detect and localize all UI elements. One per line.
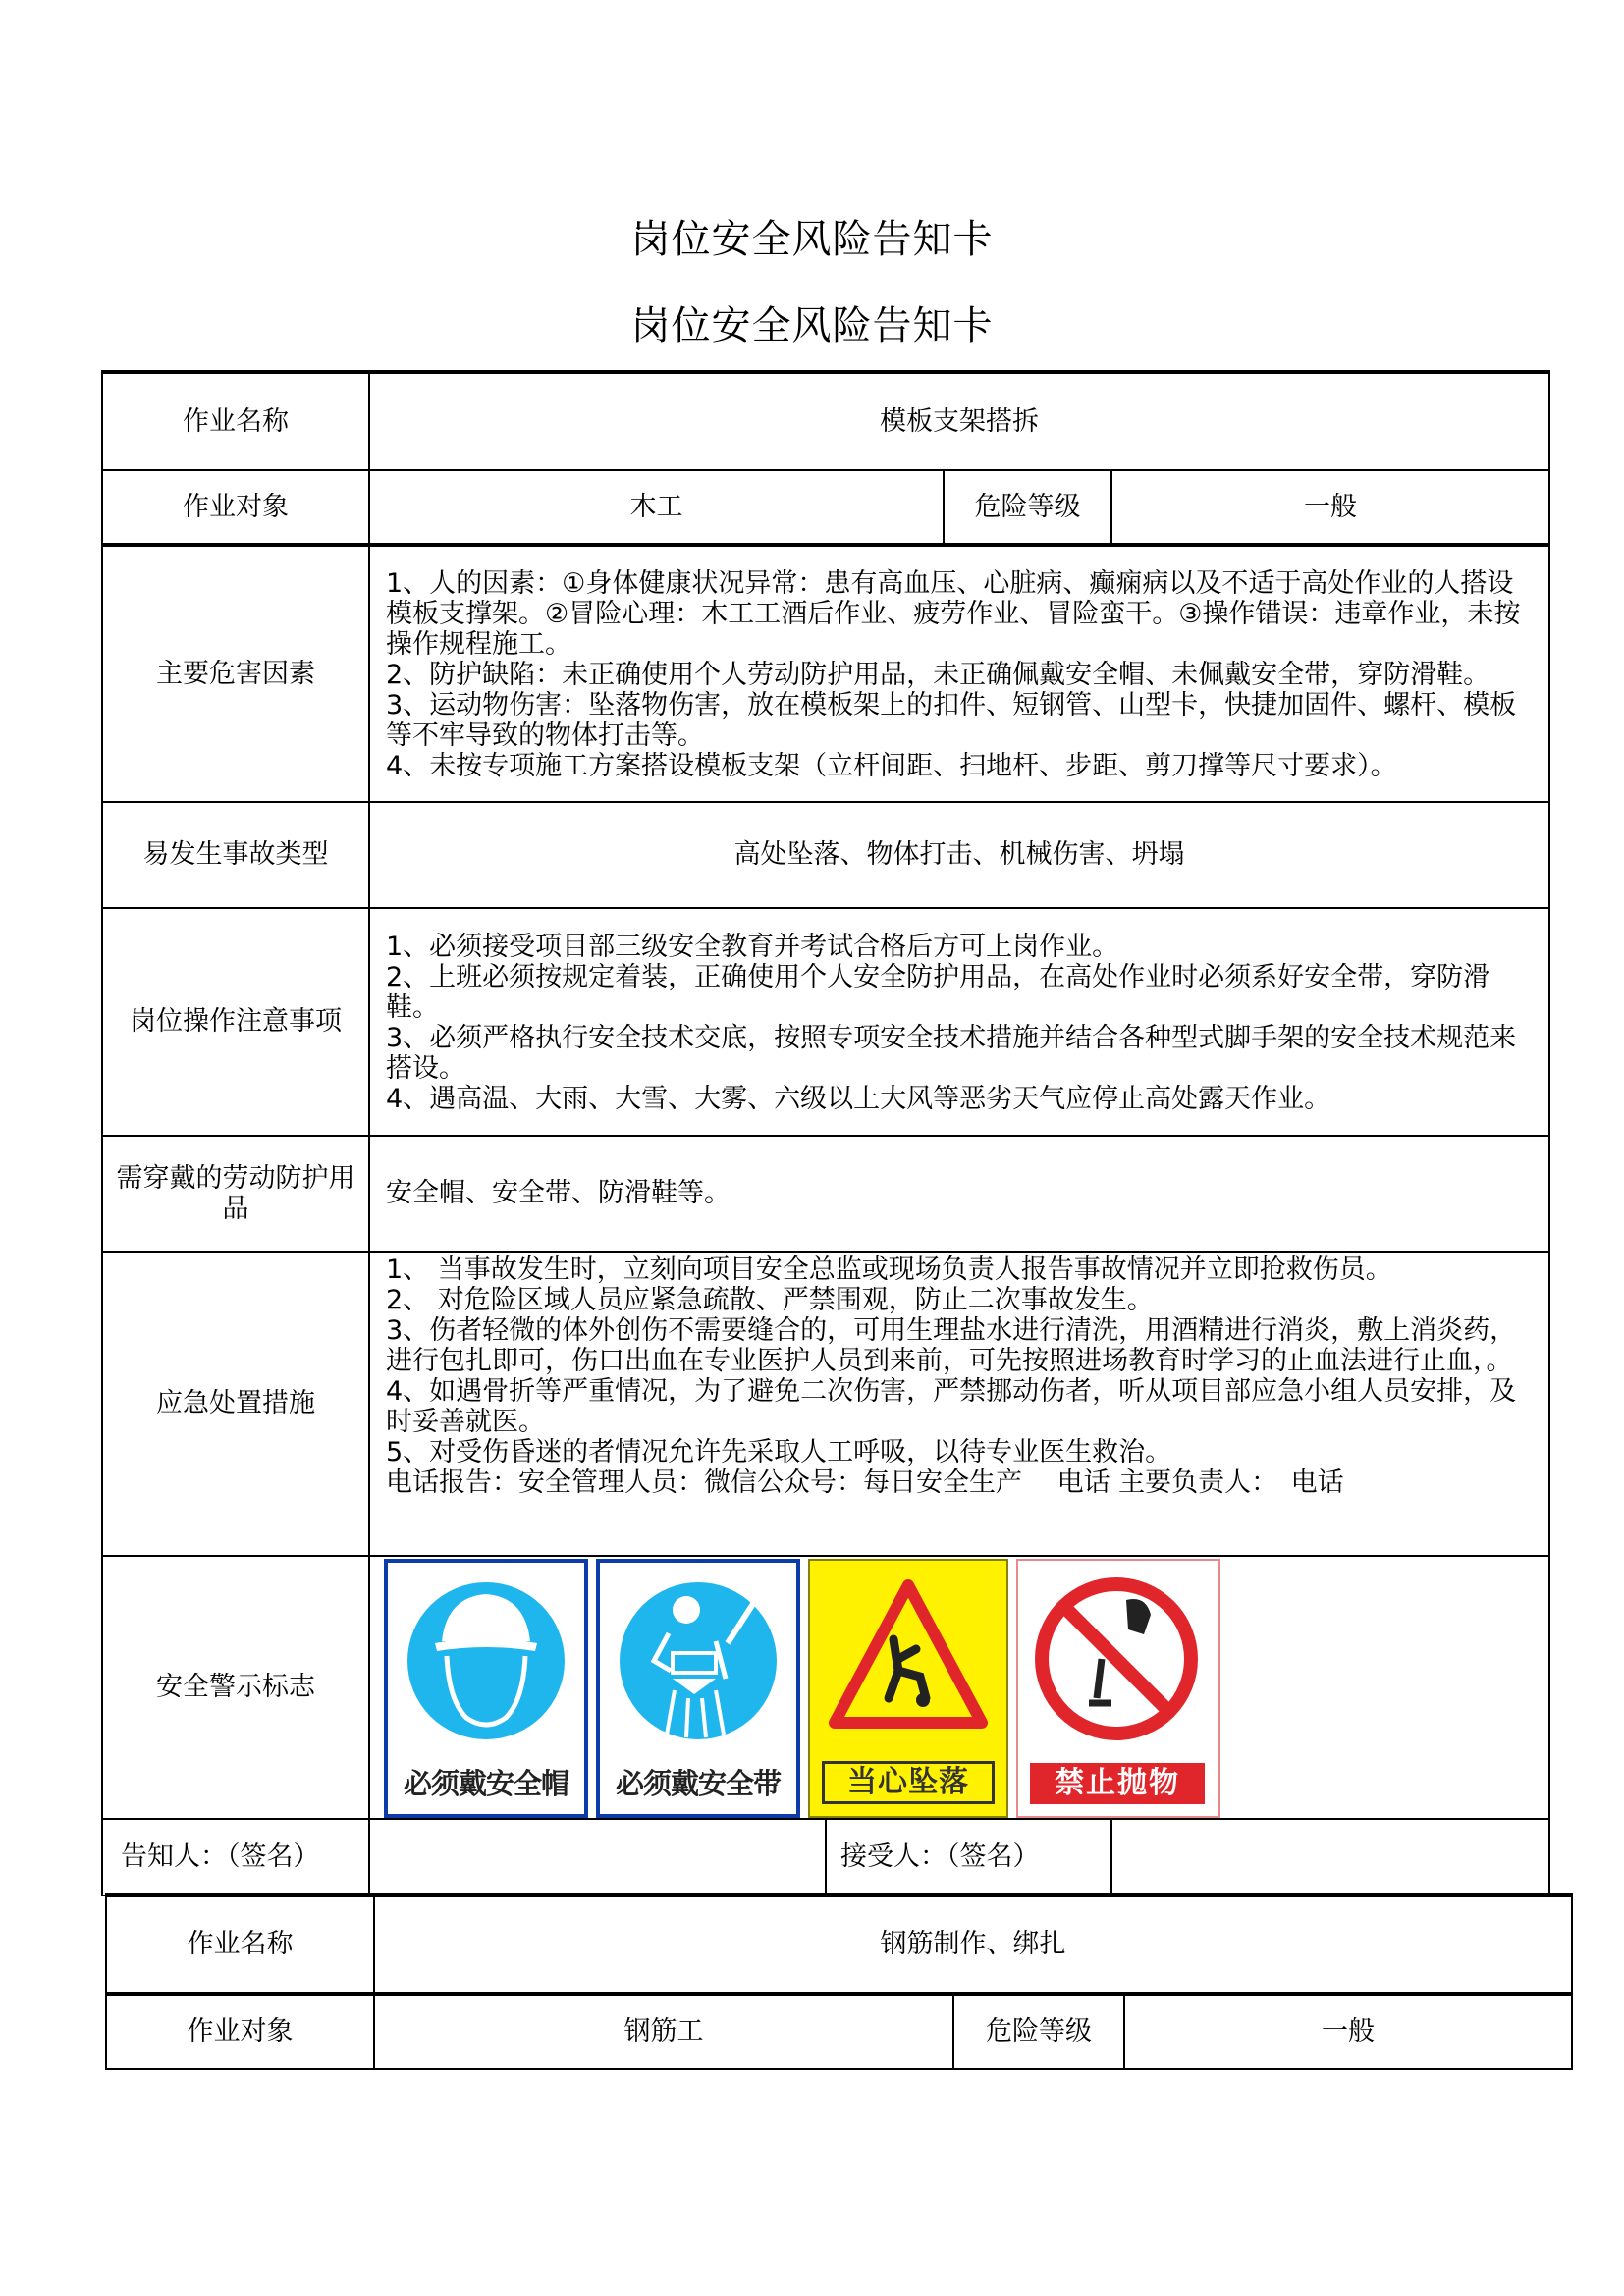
precautions-label: 岗位操作注意事项 xyxy=(102,908,369,1136)
job-target-label: 作业对象 xyxy=(102,470,369,545)
emergency-item: 5、对受伤昏迷的者情况允许先采取人工呼吸，以待专业医生救治。 xyxy=(386,1437,1172,1468)
risk-level-label: 危险等级 xyxy=(944,470,1111,545)
sign-caption: 必须戴安全带 xyxy=(615,1766,781,1800)
risk-notice-card-1 xyxy=(101,370,1550,1896)
sign-wear-harness xyxy=(596,1559,800,1818)
sign-beware-falling xyxy=(808,1559,1008,1818)
accident-types-value: 高处坠落、物体打击、机械伤害、坍塌 xyxy=(369,802,1549,908)
risk-notice-card-2 xyxy=(105,1893,1573,2070)
hazard-item: 4、未按专项施工方案搭设模板支架（立杆间距、扫地杆、步距、剪刀撑等尺寸要求）。 xyxy=(386,751,1397,782)
ppe-label: 需穿戴的劳动防护用品 xyxy=(102,1136,369,1252)
hazard-item: 2、防护缺陷：未正确使用个人劳动防护用品，未正确佩戴安全帽、未佩戴安全带，穿防滑鞋。 xyxy=(386,659,1490,690)
emergency-item: 2、 对危险区域人员应紧急疏散、严禁围观，防止二次事故发生。 xyxy=(386,1285,1154,1316)
emergency-label: 应急处置措施 xyxy=(102,1252,369,1556)
sign-caption: 必须戴安全帽 xyxy=(403,1766,568,1800)
precautions-list xyxy=(369,908,1549,1136)
precaution-item: 1、必须接受项目部三级安全教育并考试合格后方可上岗作业。 xyxy=(386,931,1119,962)
job-target-value: 钢筋工 xyxy=(374,1994,953,2069)
job-name-value: 钢筋制作、绑扎 xyxy=(374,1896,1572,1994)
precaution-item: 4、遇高温、大雨、大雪、大雾、六级以上大风等恶劣天气应停止高处露天作业。 xyxy=(386,1084,1331,1115)
emergency-phone-line: 电话报告：安全管理人员：微信公众号：每日安全生产 电话 主要负责人： 电话 xyxy=(386,1468,1344,1499)
emergency-item: 4、如遇骨折等严重情况，为了避免二次伤害，严禁挪动伤者，听从项目部应急小组人员安排，及时妥善就医。 xyxy=(386,1376,1517,1438)
hazards-list xyxy=(369,545,1549,802)
hard-hat-icon xyxy=(388,1563,584,1759)
precaution-item: 3、必须严格执行安全技术交底，按照专项安全技术措施并结合各种型式脚手架的安全技术规范来搭设。 xyxy=(386,1023,1517,1085)
job-name-value: 模板支架搭拆 xyxy=(369,372,1549,470)
precaution-item: 2、上班必须按规定着装，正确使用个人安全防护用品，在高处作业时必须系好安全带，穿防滑鞋。 xyxy=(386,961,1490,1023)
notifier-label: 告知人：（签名） xyxy=(102,1819,369,1896)
card-title: 岗位安全风险告知卡 xyxy=(630,303,994,348)
safety-signs xyxy=(369,1556,1549,1819)
sign-caption: 禁止抛物 xyxy=(1030,1763,1205,1805)
receiver-signature-field[interactable] xyxy=(1111,1819,1549,1896)
signs-label: 安全警示标志 xyxy=(102,1556,369,1819)
emergency-item: 1、 当事故发生时，立刻向项目安全总监或现场负责人报告事故情况并立即抢救伤员。 xyxy=(386,1255,1392,1285)
falling-warning-icon xyxy=(810,1561,1006,1757)
ppe-value: 安全帽、安全带、防滑鞋等。 xyxy=(369,1136,1549,1252)
notifier-signature-field[interactable] xyxy=(369,1819,826,1896)
job-name-label: 作业名称 xyxy=(102,372,369,470)
receiver-label: 接受人：（签名） xyxy=(826,1819,1111,1896)
emergency-item: 3、伤者轻微的体外创伤不需要缝合的，可用生理盐水进行清洗，用酒精进行消炎，敷上消炎药，进行包扎即可，伤口出血在专业医护人员到来前，可先按照进场教育时学习的止血法进行止血，。 xyxy=(386,1315,1517,1377)
no-throwing-icon xyxy=(1018,1561,1215,1757)
job-name-label: 作业名称 xyxy=(106,1896,374,1994)
risk-level-value: 一般 xyxy=(1124,1994,1572,2069)
sign-wear-helmet xyxy=(384,1559,588,1818)
sign-no-throwing xyxy=(1016,1559,1220,1818)
emergency-list xyxy=(369,1252,1549,1556)
job-target-label: 作业对象 xyxy=(106,1994,374,2069)
hazard-item: 1、人的因素：①身体健康状况异常：患有高血压、心脏病、癫痫病以及不适于高处作业的人搭设模板支撑架。②冒险心理：木工工酒后作业、疲劳作业、冒险蛮干。③操作错误：违章作业，未按操作规程施工。 xyxy=(386,567,1521,660)
risk-level-value: 一般 xyxy=(1111,470,1549,545)
risk-level-label: 危险等级 xyxy=(953,1994,1124,2069)
hazards-label: 主要危害因素 xyxy=(102,545,369,802)
safety-harness-icon xyxy=(600,1563,796,1759)
job-target-value: 木工 xyxy=(369,470,944,545)
hazard-item: 3、运动物伤害：坠落物伤害，放在模板架上的扣件、短钢管、山型卡，快捷加固件、螺杆、模板等不牢导致的物体打击等。 xyxy=(386,690,1517,752)
sign-caption: 当心坠落 xyxy=(822,1761,995,1805)
page-title: 岗位安全风险告知卡 xyxy=(630,217,994,262)
accident-types-label: 易发生事故类型 xyxy=(102,802,369,908)
